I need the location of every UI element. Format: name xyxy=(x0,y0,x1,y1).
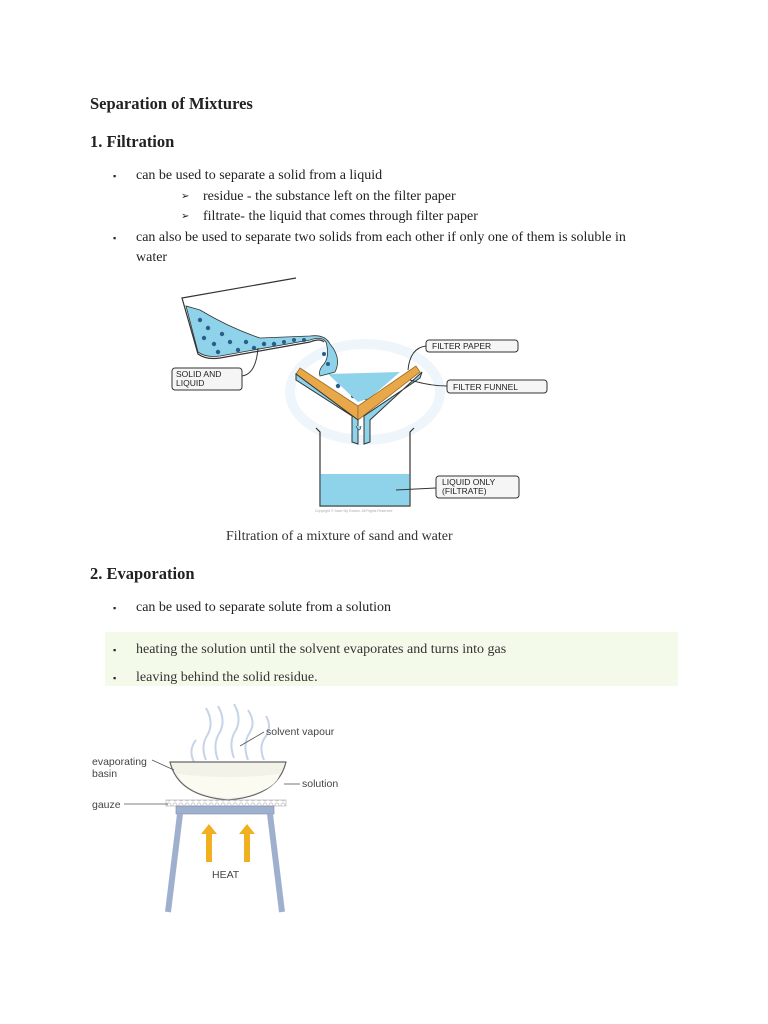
section-heading-filtration: 1. Filtration xyxy=(90,132,175,151)
section-heading-evaporation: 2. Evaporation xyxy=(90,564,195,583)
list-item: residue - the substance left on the filter paper xyxy=(203,189,456,204)
gauze xyxy=(166,800,286,806)
label-evaporating: evaporating xyxy=(92,756,147,768)
list-item: can be used to separate solute from a solution xyxy=(136,600,392,615)
bullet-marker: ▪ xyxy=(113,171,117,181)
sub-bullet-marker: ➢ xyxy=(181,191,190,202)
label-solid-and: SOLID AND xyxy=(176,369,222,379)
list-item: leaving behind the solid residue. xyxy=(136,670,318,685)
label-basin: basin xyxy=(92,768,118,780)
list-item: filtrate- the liquid that comes through filter paper xyxy=(203,209,478,224)
tripod-leg xyxy=(168,814,180,912)
bullet-marker: ▪ xyxy=(113,233,117,243)
label-filter-paper: FILTER PAPER xyxy=(432,341,492,351)
bullet-marker: ▪ xyxy=(113,603,117,613)
evaporation-diagram xyxy=(88,700,358,915)
copyright-text: Copyright © Save My Exams. All Rights Reserved xyxy=(315,509,393,513)
filtration-diagram xyxy=(160,272,560,517)
vapour-wisps xyxy=(191,704,269,762)
tripod-leg xyxy=(270,814,282,912)
list-item: heating the solution until the solvent evaporates and turns into gas xyxy=(136,642,507,657)
label-gauze: gauze xyxy=(92,799,121,811)
label-filtrate: (FILTRATE) xyxy=(442,486,487,496)
label-filter-funnel: FILTER FUNNEL xyxy=(453,382,519,392)
heat-arrow xyxy=(201,824,217,862)
label-solution: solution xyxy=(302,778,339,790)
label-liquid-only: LIQUID ONLY xyxy=(442,477,496,487)
sub-bullet-marker: ➢ xyxy=(181,211,190,222)
list-item-continuation: water xyxy=(136,250,168,265)
figure-caption: Filtration of a mixture of sand and water xyxy=(226,529,453,544)
list-item: can be used to separate a solid from a liquid xyxy=(136,168,383,183)
bullet-marker: ▪ xyxy=(113,645,117,655)
label-solvent-vapour: solvent vapour xyxy=(266,726,335,738)
label-liquid: LIQUID xyxy=(176,378,205,388)
label-heat: HEAT xyxy=(212,869,240,881)
solution xyxy=(178,774,280,798)
list-item: can also be used to separate two solids from each other if only one of them is soluble in xyxy=(136,230,626,245)
heat-arrow xyxy=(239,824,255,862)
page-title: Separation of Mixtures xyxy=(90,94,253,113)
tripod-top xyxy=(176,806,274,814)
bullet-marker: ▪ xyxy=(113,673,117,683)
